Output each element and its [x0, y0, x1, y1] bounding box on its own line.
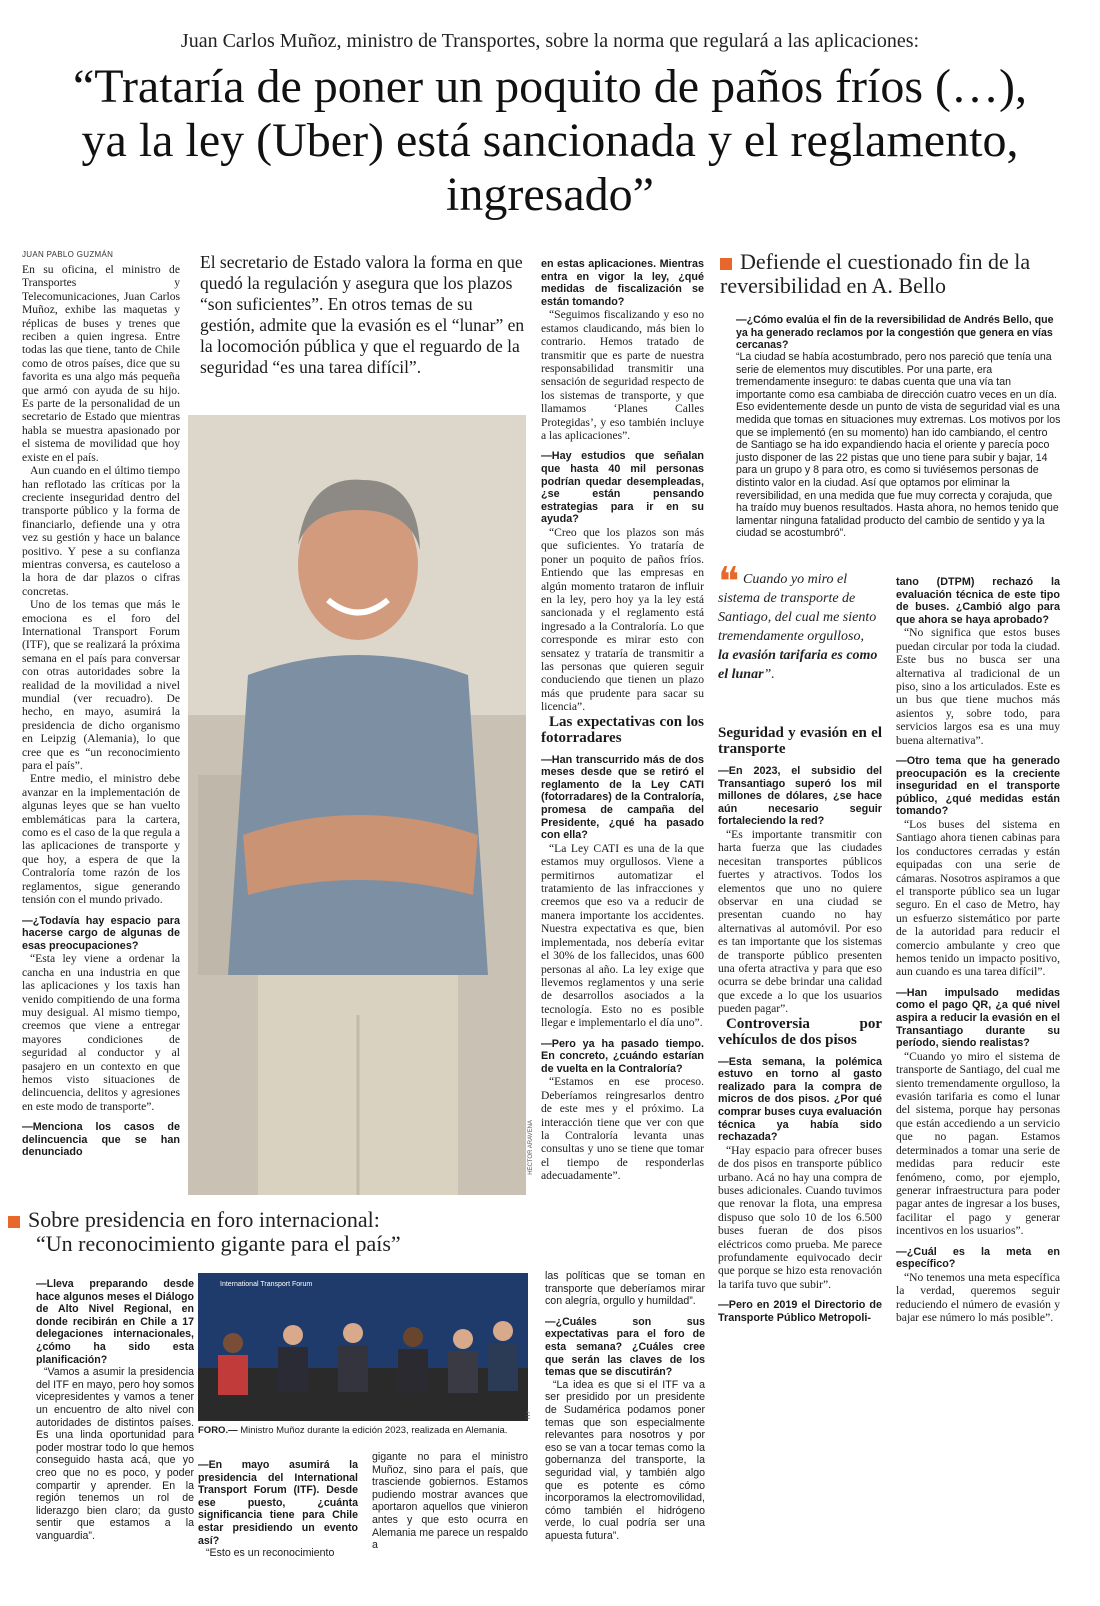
- body-paragraph: “No significa que estos buses puedan circular por toda la ciudad. Este bus no busca ser una alternativa al tradicional de un piso, sino a los articulados. Este es un bus que tiene muchos más asientos y, sobre todo, para servicios largos esa es una muy buena alternativa”.: [896, 626, 1060, 747]
- orange-square-icon: [720, 258, 732, 270]
- body-paragraph: Entre medio, el ministro debe avanzar en la implementación de algunas leyes que se han vuelto emblemáticas para la cartera, como es el caso de la que regula a las aplicaciones de transporte y que hoy, a espera de que la Contraloría tome razón de los reglamentos, sigue generando tensión con el mundo privado.: [22, 772, 180, 907]
- orange-square-icon: [8, 1216, 20, 1228]
- body-paragraph: gigante no para el ministro Muñoz, sino para el país, que trasciende gobiernos. Estamos pudiendo mostrar avances que aportaron aquellos que vinieron antes y que esto ocurra en Alemania me parece un respaldo a: [372, 1451, 528, 1552]
- interview-question: —Menciona los casos de delincuencia que se han denunciado: [22, 1121, 180, 1159]
- body-paragraph: “La idea es que si el ITF va a ser presidido por un presidente de Sudamérica podamos poner temas que son especialmente relevantes para nosotros y por eso se van a tocar temas como la gobernanza del transporte, la seguridad vial, y también algo que es potente es cómo incorporamos la electromovilidad, cómo también el hidrógeno verde, lo cual podría ser una apuesta futura”.: [545, 1378, 705, 1542]
- section-subhead: Seguridad y evasión en el transporte: [718, 725, 882, 757]
- box-column-3: [372, 1451, 528, 1552]
- foro-photo-caption: FORO.— Ministro Muñoz durante la edición 2023, realizada en Alemania.: [198, 1425, 508, 1436]
- interview-question: —Hay estudios que señalan que hasta 40 mil personas podrían quedar desempleadas, ¿se están pensando estrategias para ir en su ayuda?: [541, 450, 704, 526]
- interview-question: —¿Cuál es la meta en específico?: [896, 1245, 1060, 1271]
- body-paragraph: “No tenemos una meta específica la verdad, queremos seguir reduciendo el número de evasión y bajar ese número lo más posible”.: [896, 1270, 1060, 1324]
- reversibility-section-title: Defiende el cuestionado fin de la reversibilidad en A. Bello: [720, 249, 1031, 298]
- body-paragraph: En su oficina, el ministro de Transportes y Telecomunicaciones, Juan Carlos Muñoz, exhibe las maquetas y réplicas de buses y trenes que reciben a quien ingresa. Entre todas las que tiene, tanto de Chile como de otros países, dice que su favorita es una algo más pequeña que armó con ayuda de su hijo. Es parte de la personalidad de un secretario de Estado que mientras habla se muestra apasionado por el sistema de movilidad que hoy existe en el país.: [22, 263, 180, 464]
- section-subhead: Las expectativas con los fotorradares: [541, 713, 704, 746]
- section-subhead: Controversia por vehículos de dos pisos: [718, 1015, 882, 1048]
- byline: JUAN PABLO GUZMÁN: [22, 250, 114, 259]
- body-paragraph: “Esta ley viene a ordenar la cancha en una industria en que las aplicaciones y los taxis han venido compitiendo de una forma muy desigual. Al mismo tiempo, creemos que viene a entregar mayores condiciones de seguridad al conductor y al pasajero en un contexto en que hemos visto situaciones de delincuencia, delitos y agresiones en este modo de transporte”.: [22, 952, 180, 1113]
- body-paragraph: “Estamos en ese proceso. Deberíamos reingresarlos dentro de este mes y el próximo. La interacción tiene que ver con que la Contraloría levanta unas consultas y uno se tiene que tomar el tiempo de responderlas adecuadamente”.: [541, 1075, 704, 1183]
- body-paragraph: Uno de los temas que más le emociona es el foro del International Transport Forum (ITF), que se realizará la próxima semana en el país para conversar con otras autoridades sobre la realidad de la movilidad a nivel mundial (ver recuadro). De hecho, en mayo, asumirá la presidencia de dicho organismo en Leipzig (Alemania), lo que cree que es “un reconocimiento para el país”.: [22, 598, 180, 773]
- interview-question: —Otro tema que ha generado preocupación es la creciente inseguridad en el transporte público, ¿qué medidas están tomando?: [896, 755, 1060, 818]
- interview-question: —Pero ya ha pasado tiempo. En concreto, ¿cuándo estarían de vuelta en la Contraloría?: [541, 1037, 704, 1075]
- body-column-5: [718, 725, 882, 1324]
- interview-question: —En 2023, el subsidio del Transantiago superó los mil millones de dólares, ¿se hace aún necesario seguir fortaleciendo la red?: [718, 765, 882, 828]
- interview-question: tano (DTPM) rechazó la evaluación técnica de este tipo de buses. ¿Cambió algo para que ahora se haya aprobado?: [896, 576, 1060, 626]
- lead-paragraph: El secretario de Estado valora la forma en que quedó la regulación y asegura que los plazos “son suficientes”. En otros temas de su gestión, admite que la evasión es el “lunar” en la locomoción pública y que el reguardo de la seguridad “es una tarea difícil”.: [200, 252, 525, 377]
- body-paragraph: “Hay espacio para ofrecer buses de dos pisos en transporte público urbano. Acá no hay una compra de buses adicionales. Cuando tuvimos que renovar la flota, una empresa dispuso que solo 10 de los 6.500 buses fueran de dos pisos eléctricos como prueba. Me parece profundamente equivocado decir que porque se hizo esta renovación la tarifa tuvo que subir”.: [718, 1143, 882, 1291]
- pull-quote: ❝ Cuando yo miro el sistema de transporte de Santiago, del cual me siento tremendamente orgulloso, la evasión tarifaria es como el lunar”.: [718, 559, 878, 682]
- interview-question: —¿Todavía hay espacio para hacerse cargo de algunas de esas preocupaciones?: [22, 914, 180, 952]
- itf-banner-label: International Transport Forum: [220, 1281, 313, 1288]
- foro-photo: [198, 1273, 528, 1421]
- article-kicker: Juan Carlos Muñoz, ministro de Transportes, sobre la norma que regulará a las aplicaciones:: [180, 30, 920, 52]
- box-column-1: [36, 1270, 194, 1542]
- quote-mark-icon: ❝: [718, 559, 740, 604]
- body-paragraph: Aun cuando en el último tiempo han reflotado las críticas por la creciente inseguridad dentro del transporte público y la forma de financiarlo, defiende una y otra vez su gestión y hace un balance positivo. Y pese a su confianza mientras conversa, es cauteloso a la hora de dar plazos o cifras concretas.: [22, 464, 180, 598]
- body-paragraph: “Cuando yo miro el sistema de transporte de Santiago, del cual me siento tremendamente orgulloso, la evasión tarifaria es como el lunar del sistema, porque hay personas que están accediendo a un servicio que no pagan. Estamos determinados a tomar una serie de medidas para reducir este fenómeno, como, por ejemplo, generar infraestructura para poder pagar antes de ingresar a los buses, facilitar el pago y generar incentivos en los usuarios”.: [896, 1049, 1060, 1238]
- reversibility-question: —¿Cómo evalúa el fin de la reversibilidad de Andrés Bello, que ya ha generado reclamos por la congestión que genera en vías cercanas?: [736, 314, 1054, 352]
- body-column-6: [896, 568, 1060, 1324]
- body-column-1: [22, 263, 180, 1159]
- body-paragraph: “La Ley CATI es una de la que estamos muy orgullosos. Viene a permitirnos automatizar el tratamiento de las infracciones y creemos que eso va a reducir de manera importante los accidentes. Nuestra expectativa es que, bien implementada, nos debería evitar el 30% de los fallecidos, unas 600 personas al año. La ley exige que llevemos reglamentos y una serie de desarrollos asociados a la tecnología. Esto no es posible llegar e implementarlo el día uno”.: [541, 841, 704, 1030]
- body-column-3: [541, 250, 704, 1183]
- foro-illustration: [198, 1273, 528, 1421]
- body-paragraph: “Seguimos fiscalizando y eso no estamos claudicando, más bien lo contrario. Hemos tratado de transmitir que es parte de nuestra responsabilidad transmitir una sensación de seguridad respecto de los sistemas de transporte, y que llamamos ‘Planes Calles Protegidas’, y eso también incluye a las aplicaciones”.: [541, 308, 704, 443]
- interview-question: —Han impulsado medidas como el pago QR, ¿a qué nivel aspira a reducir la evasión en el Transantiago durante su período, siendo realistas?: [896, 986, 1060, 1050]
- interview-question: —¿Cuáles son sus expectativas para el foro de esta semana? ¿Cuáles cree que serán las claves de los temas que se discutirán?: [545, 1315, 705, 1379]
- interview-question: —En mayo asumirá la presidencia del International Transport Forum (ITF). Desde ese puesto, ¿cuánta significancia tiene para Chile estar presidiendo un evento así?: [198, 1459, 358, 1547]
- portrait-illustration: [188, 415, 526, 1195]
- foro-photo-credit: ITF: [526, 1410, 532, 1419]
- interview-question: —Lleva preparando desde hace algunos meses el Diálogo de Alto Nivel Regional, en donde recibirán en Chile a 17 delegaciones internacionales, ¿cómo ha sido esta planificación?: [36, 1278, 194, 1366]
- interview-question: en estas aplicaciones. Mientras entra en vigor la ley, ¿qué medidas de fiscalización se están tomando?: [541, 258, 704, 308]
- reversibility-answer: “La ciudad se había acostumbrado, pero nos pareció que tenía una serie de elementos muy discutibles. Por una parte, era tremendamente inseguro: te dabas cuenta que una vía tan importante como esa cambiaba de dirección cuatro veces en un día. Eso evidentemente desde un punto de vista de seguridad vial es una medida que tomas en situaciones muy extremas. Los motivos por los que se implementó (en su momento) han ido cambiando, el centro de Santiago se ha ido expandiendo hacia el oriente y parecía poco justo disponer de las 22 pistas que uno tiene para subir y bajar, 14 para un grupo y 8 para otro, es como si tuviésemos personas de distinto valor en la ciudad. Así que optamos por eliminar la reversibilidad, en una medida que fue muy correcta y corajuda, que ha traído muy buenos resultados. Hasta ahora, no hemos tenido que lamentar ninguna fatalidad producto del cambio de sentido y ya la ciudad se acostumbró”.: [736, 351, 1061, 540]
- body-paragraph: las políticas que se toman en transporte que deberíamos mirar con alegría, orgullo y humildad”.: [545, 1270, 705, 1308]
- photo-credit: HÉCTOR ARAVENA: [528, 1120, 534, 1175]
- body-paragraph: “Los buses del sistema en Santiago ahora tienen cabinas para los conductores cerradas y están equipadas con una serie de cámaras. Nosotros aspiramos a que el transporte público sea un lugar seguro. En el caso de Metro, hay un esfuerzo sistemático por parte de la autoridad para reducir el comercio ambulante y creo que hemos tenido un impacto positivo, aun cuando es una tarea difícil”.: [896, 818, 1060, 979]
- box-column-2: [198, 1451, 358, 1560]
- interview-question: —Han transcurrido más de dos meses desde que se retiró el reglamento de la Ley CATI (fotorradares) de la Contraloría, promesa de campaña del Presidente, ¿qué ha pasado con ella?: [541, 753, 704, 842]
- body-paragraph: “Es importante transmitir con harta fuerza que las ciudades necesitan transportes públicos fuertes y atractivos. Todos los elementos que uno no quiere observar en una ciudad se presentan cuando no hay alternativas al automóvil. Por eso es tan importante que los sistemas de transporte público presenten una oferta atractiva y para que eso ocurra se debe brindar una calidad que excede a lo que los usuarios pueden pagar”.: [718, 827, 882, 1016]
- body-paragraph: “Creo que los plazos son más que suficientes. Yo trataría de poner un poquito de paños fríos. Entiendo que las empresas en algún momento trataron de influir en la ley, pero hoy ya la ley está sancionada y el reglamento está ingresado a la Contraloría. Lo que corresponde es mirar esto con sensatez y trataría de transmitir a las personas que quieren seguir conduciendo que tienen un plazo más que prudente para sacar su licencia”.: [541, 526, 704, 714]
- body-paragraph: “Vamos a asumir la presidencia del ITF en mayo, pero hoy somos vicepresidentes y vamos a tener un encuentro de alto nivel con autoridades de distintos países. Es una linda oportunidad para poder mostrar todo lo que hemos conseguido hasta acá, que yo creo que no es poco, y poder compartir y aprender. En la región tenemos un rol de liderazgo bien claro; da gusto sentir que estamos a la vanguardia”.: [36, 1366, 194, 1542]
- interview-question: —Esta semana, la polémica estuvo en torno al gasto realizado para la compra de micros de dos pisos. ¿Por qué comprar buses cuya evaluación técnica ya había sido rechazada?: [718, 1055, 882, 1144]
- article-headline: “Trataría de poner un poquito de paños fríos (…), ya la ley (Uber) está sancionada y el reglamento, ingresado”: [73, 60, 1027, 221]
- body-paragraph: “Esto es un reconocimiento: [206, 1547, 335, 1560]
- itf-section-title: Sobre presidencia en foro internacional: “Un reconocimiento gigante para el país”: [8, 1208, 528, 1256]
- box-column-4: [545, 1270, 705, 1542]
- minister-portrait-photo: [188, 415, 526, 1195]
- interview-question: —Pero en 2019 el Directorio de Transporte Público Metropoli-: [718, 1299, 882, 1324]
